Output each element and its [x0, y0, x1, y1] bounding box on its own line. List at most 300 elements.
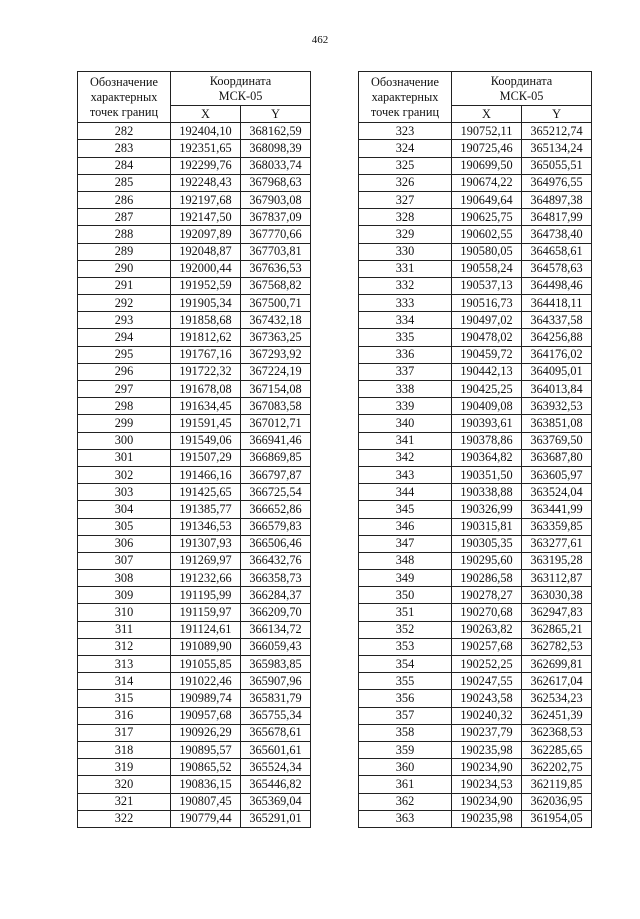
x-coordinate-cell: 192299,76 — [171, 157, 241, 174]
x-coordinate-cell: 190478,02 — [452, 329, 522, 346]
x-coordinate-cell: 191159,97 — [171, 604, 241, 621]
y-coordinate-cell: 367968,63 — [241, 174, 311, 191]
x-coordinate-cell: 190237,79 — [452, 724, 522, 741]
x-coordinate-cell: 190516,73 — [452, 295, 522, 312]
x-coordinate-cell: 190725,46 — [452, 140, 522, 157]
point-id-cell: 307 — [78, 552, 171, 569]
x-coordinate-cell: 190286,58 — [452, 570, 522, 587]
x-coordinate-cell: 190257,68 — [452, 638, 522, 655]
x-coordinate-cell: 191232,66 — [171, 570, 241, 587]
x-coordinate-cell: 190649,64 — [452, 191, 522, 208]
table-row — [78, 587, 311, 604]
table-row — [78, 295, 311, 312]
y-coordinate-cell: 367083,58 — [241, 398, 311, 415]
x-coordinate-cell: 190234,90 — [452, 759, 522, 776]
y-coordinate-cell: 365369,04 — [241, 793, 311, 810]
point-id-cell: 354 — [359, 656, 452, 673]
point-id-cell: 315 — [78, 690, 171, 707]
table-row — [78, 707, 311, 724]
coordinate-header-line: Координата — [490, 73, 553, 88]
y-coordinate-cell: 364738,40 — [522, 226, 592, 243]
point-id-cell: 306 — [78, 535, 171, 552]
y-coordinate-cell: 364976,55 — [522, 174, 592, 191]
point-id-cell: 286 — [78, 191, 171, 208]
x-coordinate-cell: 191307,93 — [171, 535, 241, 552]
point-id-cell: 311 — [78, 621, 171, 638]
point-id-cell: 294 — [78, 329, 171, 346]
y-coordinate-cell: 363851,08 — [522, 415, 592, 432]
x-coordinate-cell: 190278,27 — [452, 587, 522, 604]
table-row — [359, 226, 592, 243]
y-coordinate-cell: 363359,85 — [522, 518, 592, 535]
x-coordinate-cell: 190497,02 — [452, 312, 522, 329]
point-id-cell: 299 — [78, 415, 171, 432]
y-coordinate-cell: 362699,81 — [522, 656, 592, 673]
x-coordinate-cell: 190926,29 — [171, 724, 241, 741]
y-coordinate-cell: 364578,63 — [522, 260, 592, 277]
y-coordinate-cell: 366209,70 — [241, 604, 311, 621]
point-id-cell: 335 — [359, 329, 452, 346]
table-row — [359, 673, 592, 690]
table-row — [78, 381, 311, 398]
table-row — [78, 432, 311, 449]
x-coordinate-cell: 190338,88 — [452, 484, 522, 501]
x-coordinate-cell: 190865,52 — [171, 759, 241, 776]
point-id-cell: 300 — [78, 432, 171, 449]
x-coordinate-cell: 190393,61 — [452, 415, 522, 432]
point-id-cell: 350 — [359, 587, 452, 604]
table-row — [359, 381, 592, 398]
y-coordinate-cell: 362782,53 — [522, 638, 592, 655]
x-coordinate-cell: 190699,50 — [452, 157, 522, 174]
y-header: Y — [241, 106, 311, 123]
x-coordinate-cell: 191089,90 — [171, 638, 241, 655]
y-coordinate-cell: 363687,80 — [522, 449, 592, 466]
point-id-cell: 349 — [359, 570, 452, 587]
point-id-cell: 282 — [78, 123, 171, 140]
table-row — [78, 621, 311, 638]
point-id-cell: 359 — [359, 741, 452, 758]
x-coordinate-cell: 191905,34 — [171, 295, 241, 312]
x-coordinate-cell: 191195,99 — [171, 587, 241, 604]
table-row — [78, 535, 311, 552]
y-coordinate-cell: 363524,04 — [522, 484, 592, 501]
table-row — [359, 810, 592, 827]
table-row — [78, 140, 311, 157]
y-coordinate-cell: 368098,39 — [241, 140, 311, 157]
x-coordinate-cell: 192048,87 — [171, 243, 241, 260]
y-coordinate-cell: 367224,19 — [241, 363, 311, 380]
table-row — [359, 501, 592, 518]
table-row — [78, 191, 311, 208]
table-row — [78, 363, 311, 380]
y-coordinate-cell: 366725,54 — [241, 484, 311, 501]
x-coordinate-cell: 190558,24 — [452, 260, 522, 277]
coordinates-table-left — [77, 71, 311, 828]
designation-header — [78, 72, 171, 123]
point-id-cell: 287 — [78, 209, 171, 226]
x-coordinate-cell: 191425,65 — [171, 484, 241, 501]
table-row — [78, 260, 311, 277]
y-coordinate-cell: 364256,88 — [522, 329, 592, 346]
table-row — [78, 243, 311, 260]
point-id-cell: 312 — [78, 638, 171, 655]
point-id-cell: 292 — [78, 295, 171, 312]
table-row — [359, 518, 592, 535]
point-id-cell: 336 — [359, 346, 452, 363]
table-row — [359, 552, 592, 569]
x-coordinate-cell: 190270,68 — [452, 604, 522, 621]
y-coordinate-cell: 365055,51 — [522, 157, 592, 174]
point-id-cell: 285 — [78, 174, 171, 191]
y-coordinate-cell: 363195,28 — [522, 552, 592, 569]
point-id-cell: 353 — [359, 638, 452, 655]
point-id-cell: 320 — [78, 776, 171, 793]
designation-header-line: характерных — [371, 89, 439, 104]
table-row — [78, 312, 311, 329]
table-row — [359, 690, 592, 707]
x-coordinate-cell: 190625,75 — [452, 209, 522, 226]
x-coordinate-cell: 190305,35 — [452, 535, 522, 552]
table-row — [359, 449, 592, 466]
y-coordinate-cell: 365212,74 — [522, 123, 592, 140]
table-row — [78, 673, 311, 690]
y-coordinate-cell: 365601,61 — [241, 741, 311, 758]
x-coordinate-cell: 190957,68 — [171, 707, 241, 724]
point-id-cell: 339 — [359, 398, 452, 415]
table-row — [359, 484, 592, 501]
x-coordinate-cell: 192404,10 — [171, 123, 241, 140]
y-coordinate-cell: 363112,87 — [522, 570, 592, 587]
point-id-cell: 305 — [78, 518, 171, 535]
point-id-cell: 302 — [78, 466, 171, 483]
y-coordinate-cell: 366652,86 — [241, 501, 311, 518]
point-id-cell: 352 — [359, 621, 452, 638]
table-row — [78, 776, 311, 793]
y-coordinate-cell: 367837,09 — [241, 209, 311, 226]
coordinate-header-line: МСК-05 — [499, 88, 544, 103]
point-id-cell: 332 — [359, 277, 452, 294]
x-coordinate-cell: 190247,55 — [452, 673, 522, 690]
y-coordinate-cell: 365983,85 — [241, 656, 311, 673]
table-row — [359, 363, 592, 380]
point-id-cell: 301 — [78, 449, 171, 466]
y-coordinate-cell: 361954,05 — [522, 810, 592, 827]
point-id-cell: 319 — [78, 759, 171, 776]
x-coordinate-cell: 190263,82 — [452, 621, 522, 638]
x-coordinate-cell: 190364,82 — [452, 449, 522, 466]
x-coordinate-cell: 190602,55 — [452, 226, 522, 243]
table-row — [359, 466, 592, 483]
point-id-cell: 343 — [359, 466, 452, 483]
table-row — [78, 415, 311, 432]
designation-header-line: Обозначение — [90, 74, 158, 89]
x-coordinate-cell: 190295,60 — [452, 552, 522, 569]
y-coordinate-cell: 363932,53 — [522, 398, 592, 415]
point-id-cell: 344 — [359, 484, 452, 501]
y-coordinate-cell: 365524,34 — [241, 759, 311, 776]
x-coordinate-cell: 190580,05 — [452, 243, 522, 260]
x-coordinate-cell: 191858,68 — [171, 312, 241, 329]
x-coordinate-cell: 191385,77 — [171, 501, 241, 518]
x-coordinate-cell: 191055,85 — [171, 656, 241, 673]
y-coordinate-cell: 366134,72 — [241, 621, 311, 638]
y-coordinate-cell: 362202,75 — [522, 759, 592, 776]
y-coordinate-cell: 366284,37 — [241, 587, 311, 604]
point-id-cell: 333 — [359, 295, 452, 312]
x-coordinate-cell: 190752,11 — [452, 123, 522, 140]
table-row — [78, 656, 311, 673]
table-row — [359, 174, 592, 191]
point-id-cell: 351 — [359, 604, 452, 621]
x-coordinate-cell: 191022,46 — [171, 673, 241, 690]
point-id-cell: 327 — [359, 191, 452, 208]
table-row — [78, 759, 311, 776]
x-coordinate-cell: 191812,62 — [171, 329, 241, 346]
x-header: X — [452, 106, 522, 123]
y-coordinate-cell: 367703,81 — [241, 243, 311, 260]
x-coordinate-cell: 191634,45 — [171, 398, 241, 415]
table-row — [78, 329, 311, 346]
point-id-cell: 288 — [78, 226, 171, 243]
x-coordinate-cell: 191549,06 — [171, 432, 241, 449]
y-coordinate-cell: 363769,50 — [522, 432, 592, 449]
table-row — [359, 621, 592, 638]
y-coordinate-cell: 366797,87 — [241, 466, 311, 483]
designation-header-line: Обозначение — [371, 74, 439, 89]
table-row — [359, 415, 592, 432]
y-coordinate-cell: 362534,23 — [522, 690, 592, 707]
y-coordinate-cell: 362865,21 — [522, 621, 592, 638]
x-coordinate-cell: 190234,90 — [452, 793, 522, 810]
y-coordinate-cell: 365831,79 — [241, 690, 311, 707]
table-row — [359, 140, 592, 157]
y-coordinate-cell: 367636,53 — [241, 260, 311, 277]
point-id-cell: 290 — [78, 260, 171, 277]
point-id-cell: 341 — [359, 432, 452, 449]
point-id-cell: 298 — [78, 398, 171, 415]
table-row — [359, 329, 592, 346]
y-coordinate-cell: 365907,96 — [241, 673, 311, 690]
x-coordinate-cell: 192097,89 — [171, 226, 241, 243]
y-coordinate-cell: 367363,25 — [241, 329, 311, 346]
point-id-cell: 291 — [78, 277, 171, 294]
point-id-cell: 304 — [78, 501, 171, 518]
y-coordinate-cell: 366941,46 — [241, 432, 311, 449]
point-id-cell: 356 — [359, 690, 452, 707]
point-id-cell: 358 — [359, 724, 452, 741]
y-coordinate-cell: 362617,04 — [522, 673, 592, 690]
table-row — [359, 346, 592, 363]
x-coordinate-cell: 190378,86 — [452, 432, 522, 449]
table-row — [78, 277, 311, 294]
y-coordinate-cell: 365678,61 — [241, 724, 311, 741]
y-coordinate-cell: 362036,95 — [522, 793, 592, 810]
x-coordinate-cell: 190351,50 — [452, 466, 522, 483]
x-coordinate-cell: 190425,25 — [452, 381, 522, 398]
table-row — [78, 552, 311, 569]
table-row — [359, 295, 592, 312]
y-coordinate-cell: 362119,85 — [522, 776, 592, 793]
x-coordinate-cell: 192147,50 — [171, 209, 241, 226]
point-id-cell: 362 — [359, 793, 452, 810]
x-coordinate-cell: 191346,53 — [171, 518, 241, 535]
x-coordinate-cell: 190537,13 — [452, 277, 522, 294]
table-row — [78, 810, 311, 827]
table-row — [78, 484, 311, 501]
point-id-cell: 325 — [359, 157, 452, 174]
table-row — [359, 123, 592, 140]
table-row — [359, 277, 592, 294]
table-row — [78, 123, 311, 140]
point-id-cell: 331 — [359, 260, 452, 277]
x-coordinate-cell: 192351,65 — [171, 140, 241, 157]
y-coordinate-cell: 367903,08 — [241, 191, 311, 208]
table-row — [78, 449, 311, 466]
table-row — [78, 174, 311, 191]
x-coordinate-cell: 190836,15 — [171, 776, 241, 793]
designation-header — [359, 72, 452, 123]
x-coordinate-cell: 190442,13 — [452, 363, 522, 380]
y-coordinate-cell: 362947,83 — [522, 604, 592, 621]
x-coordinate-cell: 191678,08 — [171, 381, 241, 398]
point-id-cell: 326 — [359, 174, 452, 191]
point-id-cell: 293 — [78, 312, 171, 329]
table-row — [78, 226, 311, 243]
point-id-cell: 337 — [359, 363, 452, 380]
point-id-cell: 317 — [78, 724, 171, 741]
table-row — [359, 243, 592, 260]
table-row — [359, 432, 592, 449]
y-coordinate-cell: 362368,53 — [522, 724, 592, 741]
x-coordinate-cell: 191124,61 — [171, 621, 241, 638]
y-coordinate-cell: 364337,58 — [522, 312, 592, 329]
y-coordinate-cell: 363605,97 — [522, 466, 592, 483]
point-id-cell: 316 — [78, 707, 171, 724]
y-coordinate-cell: 367293,92 — [241, 346, 311, 363]
point-id-cell: 357 — [359, 707, 452, 724]
x-coordinate-cell: 191767,16 — [171, 346, 241, 363]
y-coordinate-cell: 364176,02 — [522, 346, 592, 363]
point-id-cell: 321 — [78, 793, 171, 810]
point-id-cell: 360 — [359, 759, 452, 776]
table-row — [359, 707, 592, 724]
table-row — [78, 518, 311, 535]
point-id-cell: 308 — [78, 570, 171, 587]
x-coordinate-cell: 192000,44 — [171, 260, 241, 277]
y-coordinate-cell: 362451,39 — [522, 707, 592, 724]
table-row — [359, 570, 592, 587]
x-coordinate-cell: 192248,43 — [171, 174, 241, 191]
y-coordinate-cell: 367500,71 — [241, 295, 311, 312]
x-coordinate-cell: 190895,57 — [171, 741, 241, 758]
table-row — [359, 157, 592, 174]
x-coordinate-cell: 191466,16 — [171, 466, 241, 483]
coordinate-header-line: МСК-05 — [218, 88, 263, 103]
table-row — [78, 466, 311, 483]
y-coordinate-cell: 364897,38 — [522, 191, 592, 208]
table-row — [78, 346, 311, 363]
y-coordinate-cell: 365446,82 — [241, 776, 311, 793]
coordinate-header — [452, 72, 592, 106]
point-id-cell: 303 — [78, 484, 171, 501]
point-id-cell: 330 — [359, 243, 452, 260]
y-coordinate-cell: 368033,74 — [241, 157, 311, 174]
table-row — [78, 570, 311, 587]
y-coordinate-cell: 365134,24 — [522, 140, 592, 157]
table-row — [78, 501, 311, 518]
y-coordinate-cell: 364817,99 — [522, 209, 592, 226]
table-row — [359, 398, 592, 415]
point-id-cell: 296 — [78, 363, 171, 380]
x-coordinate-cell: 191591,45 — [171, 415, 241, 432]
point-id-cell: 297 — [78, 381, 171, 398]
y-coordinate-cell: 364658,61 — [522, 243, 592, 260]
page-number: 462 — [311, 34, 329, 46]
point-id-cell: 363 — [359, 810, 452, 827]
table-row — [78, 398, 311, 415]
table-row — [78, 638, 311, 655]
y-coordinate-cell: 362285,65 — [522, 741, 592, 758]
y-coordinate-cell: 363277,61 — [522, 535, 592, 552]
x-coordinate-cell: 190674,22 — [452, 174, 522, 191]
x-coordinate-cell: 192197,68 — [171, 191, 241, 208]
table-row — [78, 741, 311, 758]
table-row — [359, 741, 592, 758]
table-row — [359, 724, 592, 741]
table-row — [359, 535, 592, 552]
table-row — [359, 312, 592, 329]
x-coordinate-cell: 191269,97 — [171, 552, 241, 569]
point-id-cell: 289 — [78, 243, 171, 260]
point-id-cell: 295 — [78, 346, 171, 363]
x-coordinate-cell: 190234,53 — [452, 776, 522, 793]
table-row — [359, 638, 592, 655]
table-row — [359, 587, 592, 604]
point-id-cell: 322 — [78, 810, 171, 827]
x-coordinate-cell: 191722,32 — [171, 363, 241, 380]
table-row — [78, 604, 311, 621]
x-coordinate-cell: 190235,98 — [452, 810, 522, 827]
point-id-cell: 355 — [359, 673, 452, 690]
point-id-cell: 329 — [359, 226, 452, 243]
x-coordinate-cell: 190315,81 — [452, 518, 522, 535]
y-coordinate-cell: 363441,99 — [522, 501, 592, 518]
table-row — [359, 793, 592, 810]
table-row — [78, 690, 311, 707]
designation-header-line: характерных — [90, 89, 158, 104]
x-coordinate-cell: 190240,32 — [452, 707, 522, 724]
y-coordinate-cell: 368162,59 — [241, 123, 311, 140]
table-row — [359, 209, 592, 226]
table-row — [359, 604, 592, 621]
point-id-cell: 309 — [78, 587, 171, 604]
y-coordinate-cell: 364095,01 — [522, 363, 592, 380]
table-row — [78, 157, 311, 174]
point-id-cell: 340 — [359, 415, 452, 432]
table-row — [78, 724, 311, 741]
x-coordinate-cell: 190235,98 — [452, 741, 522, 758]
y-coordinate-cell: 366358,73 — [241, 570, 311, 587]
x-coordinate-cell: 190243,58 — [452, 690, 522, 707]
x-coordinate-cell: 190409,08 — [452, 398, 522, 415]
y-coordinate-cell: 364418,11 — [522, 295, 592, 312]
x-coordinate-cell: 190459,72 — [452, 346, 522, 363]
coordinate-header — [171, 72, 311, 106]
y-coordinate-cell: 366869,85 — [241, 449, 311, 466]
point-id-cell: 284 — [78, 157, 171, 174]
point-id-cell: 342 — [359, 449, 452, 466]
